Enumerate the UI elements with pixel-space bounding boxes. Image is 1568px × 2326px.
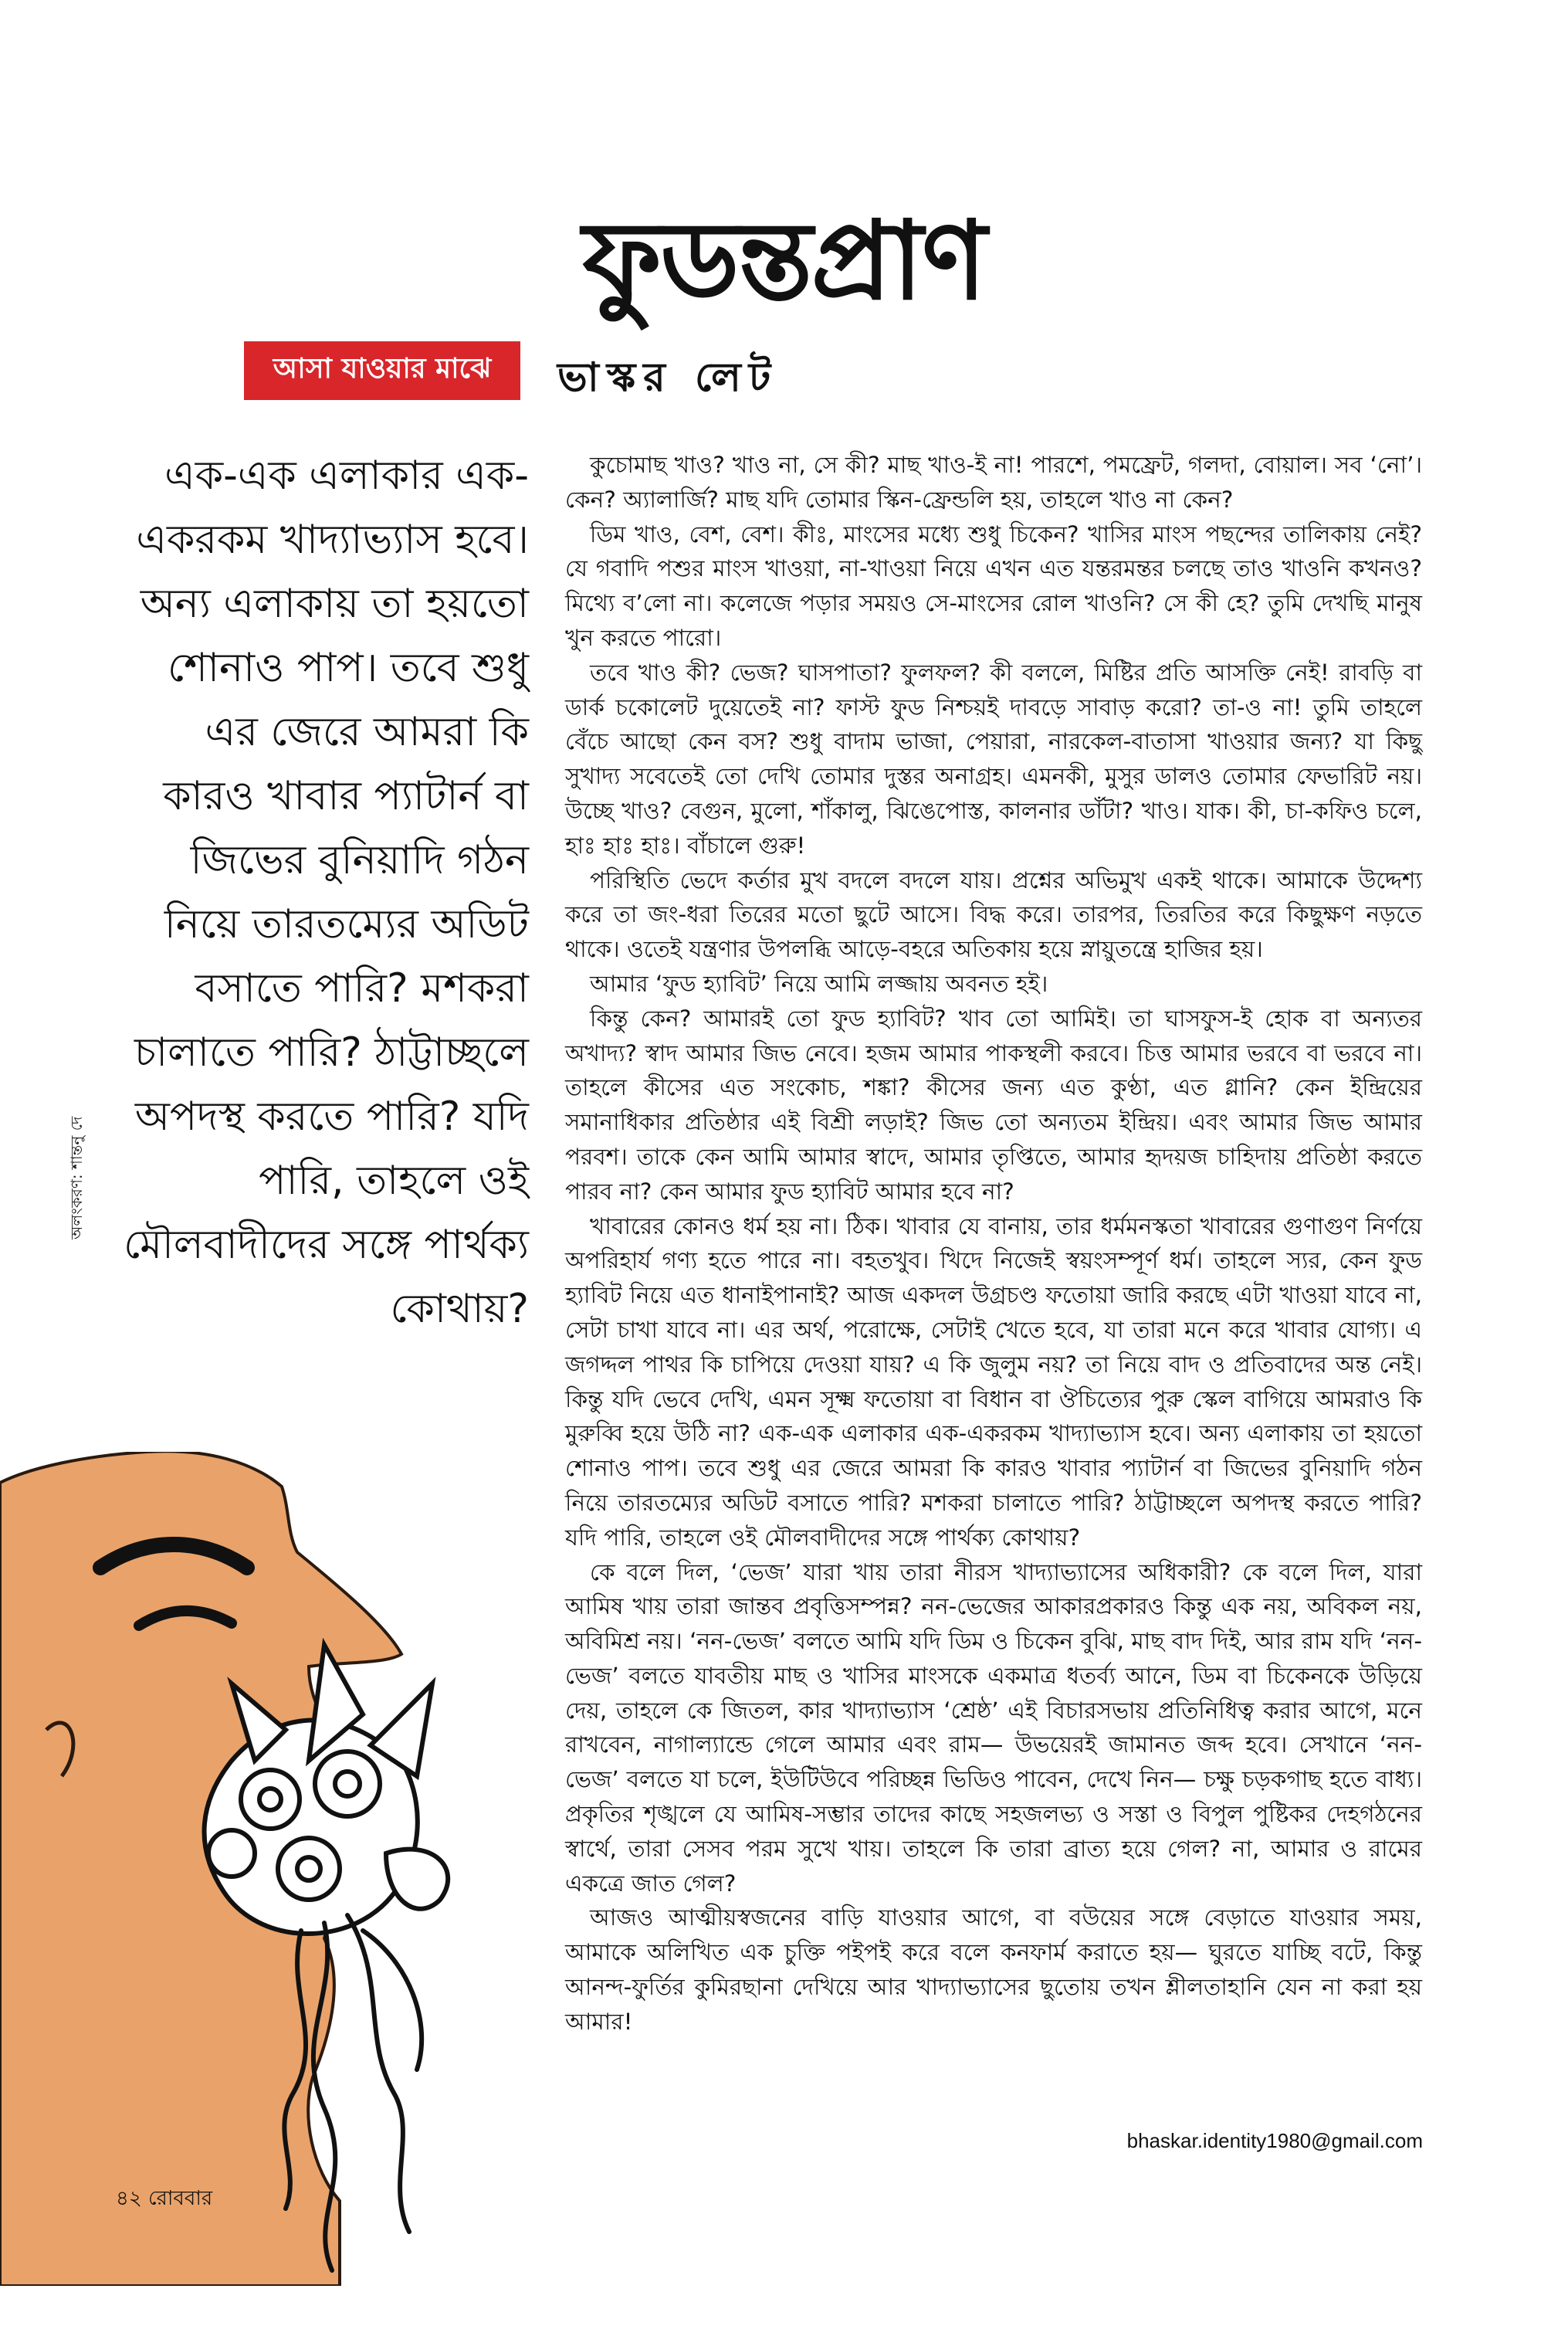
- article-paragraph: আজও আত্মীয়স্বজনের বাড়ি যাওয়ার আগে, বা বউয়ের সঙ্গে বেড়াতে যাওয়ার সময়, আমাকে অলিখিত এক চুক্তি পইপই করে বলে কনফার্ম করাতে হয়— ঘুরতে যাচ্ছি বটে, কিন্তু আনন্দ-ফুর্তির কুমিরছানা দেখিয়ে আর খাদ্যাভ্যাসের ছুতোয় তখন শ্লীলতাহানি যেন না করা হয় আমার!: [565, 1904, 1422, 2035]
- article-paragraph: কে বলে দিল, ‘ভেজ’ যারা খায় তারা নীরস খাদ্যাভ্যাসের অধিকারী? কে বলে দিল, যারা আমিষ খায় তারা জান্তব প্রবৃত্তিসম্পন্ন? নন-ভেজের আকারপ্রকারও কিন্তু এক নয়, অবিকল নয়, অবিমিশ্র নয়। ‘নন-ভেজ’ বলতে আমি যদি ডিম ও চিকেন বুঝি, মাছ বাদ দিই, আর রাম যদি ‘নন-ভেজ’ বলতে যাবতীয় মাছ ও খাসির মাংসকে একমাত্র ধতর্ব্য আনে, ডিম বা চিকেনকে উড়িয়ে দেয়, তাহলে কে জিতল, কার খাদ্যাভ্যাস ‘শ্রেষ্ঠ’ এই বিচারসভায় প্রতিনিধিত্ব করার আগে, মনে রাখবেন, নাগাল্যান্ডে গেলে আমার এবং রাম— উভয়েরই জামানত জব্দ হবে। সেখানে ‘নন-ভেজ’ বলতে যা চলে, ইউটিউবে পরিচ্ছন্ন ভিডিও পাবেন, দেখে নিন— চক্ষু চড়কগাছ হতে বাধ্য। প্রকৃতির শৃঙ্খলে যে আমিষ-সম্ভার তাদের কাছে সহজলভ্য ও সস্তা ও বিপুল পুষ্টিকর দেহগঠনের স্বার্থে, তারা সেসব পরম সুখে খায়। তাহলে কি তারা ব্রাত্য হয়ে গেল? না, আমার ও রামের একত্রে জাত গেল?: [565, 1558, 1422, 1897]
- author-email: bhaskar.identity1980@gmail.com: [1126, 2129, 1423, 2152]
- article-paragraph: ডিম খাও, বেশ, বেশ। কীঃ, মাংসের মধ্যে শুধু চিকেন? খাসির মাংস পছন্দের তালিকায় নেই? যে গবাদি পশুর মাংস খাওয়া, না-খাওয়া নিয়ে এখন এত যন্তরমন্তর চলছে তাও খাওনি কখনও? মিথ্যে ব’লো না। কলেজে পড়ার সময়ও সে-মাংসের রোল খাওনি? সে কী হে? তুমি দেখছি মানুষ খুন করতে পারো।: [565, 520, 1422, 651]
- article-paragraph: খাবারের কোনও ধর্ম হয় না। ঠিক। খাবার যে বানায়, তার ধর্মমনস্কতা খাবারের গুণাগুণ নির্ণয়ে অপরিহার্য গণ্য হতে পারে না। বহতখুব। খিদে নিজেই স্বয়ংসম্পূর্ণ ধর্ম। তাহলে স্যর, কেন ফুড হ্যাবিট নিয়ে এত ধানাইপানাই? আজ একদল উগ্রচণ্ড ফতোয়া জারি করছে এটা খাওয়া যাবে না, সেটা চাখা যাবে না। এর অর্থ, পরোক্ষে, সেটাই খেতে হবে, যা তারা মনে করে খাবার যোগ্য। এ জগদ্দল পাথর কি চাপিয়ে দেওয়া যায়? এ কি জুলুম নয়? তা নিয়ে বাদ ও প্রতিবাদের অন্ত নেই। কিন্তু যদি ভেবে দেখি, এমন সূক্ষ্ম ফতোয়া বা বিধান বা ঔচিত্যের পুরু স্কেল বাগিয়ে আমরাও কি মুরুব্বি হয়ে উঠি না? এক-এক এলাকার এক-একরকম খাদ্যাভ্যাস হবে। অন্য এলাকায় তা হয়তো শোনাও পাপ। তবে শুধু এর জেরে আমরা কি কারও খাবার প্যাটার্ন বা জিভের বুনিয়াদি গঠন নিয়ে তারতম্যের অডিট বসাতে পারি? মশকরা চালাতে পারি? ঠাট্টাচ্ছলে অপদস্থ করতে পারি? যদি পারি, তাহলে ওই মৌলবাদীদের সঙ্গে পার্থক্য কোথায়?: [565, 1212, 1422, 1551]
- article-paragraph: আমার ‘ফুড হ্যাবিট’ নিয়ে আমি লজ্জায় অবনত হই।: [590, 970, 1048, 997]
- article-paragraph: কিন্তু কেন? আমারই তো ফুড হ্যাবিট? খাব তো আমিই। তা ঘাসফুস-ই হোক বা অন্যতর অখাদ্য? স্বাদ আমার জিভ নেবে। হজম আমার পাকস্থলী করবে। চিত্ত আমার ভরবে বা ভরবে না। তাহলে কীসের এত সংকোচ, শঙ্কা? কীসের জন্য এত কুণ্ঠা, এত গ্লানি? কেন ইন্দ্রিয়ের সমানাধিকার প্রতিষ্ঠার এই বিশ্রী লড়াই? জিভ তো অন্যতম ইন্দ্রিয়। এবং আমার জিভ আমার পরবশ। তাকে কেন আমি আমার স্বাদে, আমার তৃপ্তিতে, আমার হৃদয়জ চাহিদায় প্রতিষ্ঠা করতে পারব না? কেন আমার ফুড হ্যাবিট আমার হবে না?: [565, 1005, 1422, 1205]
- article-paragraph: কুচোমাছ খাও? খাও না, সে কী? মাছ খাও-ই না! পারশে, পমফ্রেট, গলদা, বোয়াল। সব ‘নো’। কেন? অ্যালার্জি? মাছ যদি তোমার স্কিন-ফ্রেন্ডলি হয়, তাহলে খাও না কেন?: [565, 452, 1422, 513]
- pull-quote: এক-এক এলাকার এক-একরকম খাদ্যাভ্যাস হবে। অন্য এলাকায় তা হয়তো শোনাও পাপ। তবে শুধু এর জেরে আমরা কি কারও খাবার প্যাটার্ন বা জিভের বুনিয়াদি গঠন নিয়ে তারতম্যের অডিট বসাতে পারি? মশকরা চালাতে পারি? ঠাট্টাচ্ছলে অপদস্থ করতে পারি? যদি পারি, তাহলে ওই মৌলবাদীদের সঙ্গে পার্থক্য কোথায়?: [124, 453, 529, 1332]
- article-title: ফুডন্তপ্রাণ: [582, 198, 986, 324]
- author-byline: ভাস্কর লেট: [557, 354, 779, 401]
- article-paragraph: তবে খাও কী? ভেজ? ঘাসপাতা? ফুলফল? কী বললে, মিষ্টির প্রতি আসক্তি নেই! রাবড়ি বা ডার্ক চকোলেট দুয়েতেই না? ফাস্ট ফুড নিশ্চয়ই দাবড়ে সাবাড় করো? তা-ও না! তুমি তাহলে বেঁচে আছো কেন বস? শুধু বাদাম ভাজা, পেয়ারা, নারকেল-বাতাসা খাওয়ার জন্য? যা কিছু সুখাদ্য সবেতেই তো দেখি তোমার দুস্তর অনাগ্রহ। এমনকী, মুসুর ডালও তোমার ফেভারিট নয়। উচ্ছে খাও? বেগুন, মুলো, শাঁকালু, ঝিঙেপোস্ত, কালনার ডাঁটা? খাও। যাক। কী, চা-কফিও চলে, হাঃ হাঃ হাঃ। বাঁচালে গুরু!: [565, 659, 1422, 859]
- article-body: [565, 448, 1422, 2039]
- face-eating-illustration: [0, 1452, 540, 2286]
- column-tag: আসা যাওয়ার মাঝে: [244, 341, 520, 400]
- page-folio: ৪২ রোববার: [116, 2187, 213, 2210]
- article-paragraph: পরিস্থিতি ভেদে কর্তার মুখ বদলে বদলে যায়। প্রশ্নের অভিমুখ একই থাকে। আমাকে উদ্দেশ্য করে তা জং-ধরা তিরের মতো ছুটে আসে। বিদ্ধ করে। তারপর, তিরতির করে কিছুক্ষণ নড়তে থাকে। ওতেই যন্ত্রণার উপলব্ধি আড়ে-বহরে অতিকায় হয়ে স্নায়ুতন্ত্রে হাজির হয়।: [565, 866, 1422, 963]
- illustration-credit: অলংকরণ: শান্তনু দে: [67, 1116, 86, 1239]
